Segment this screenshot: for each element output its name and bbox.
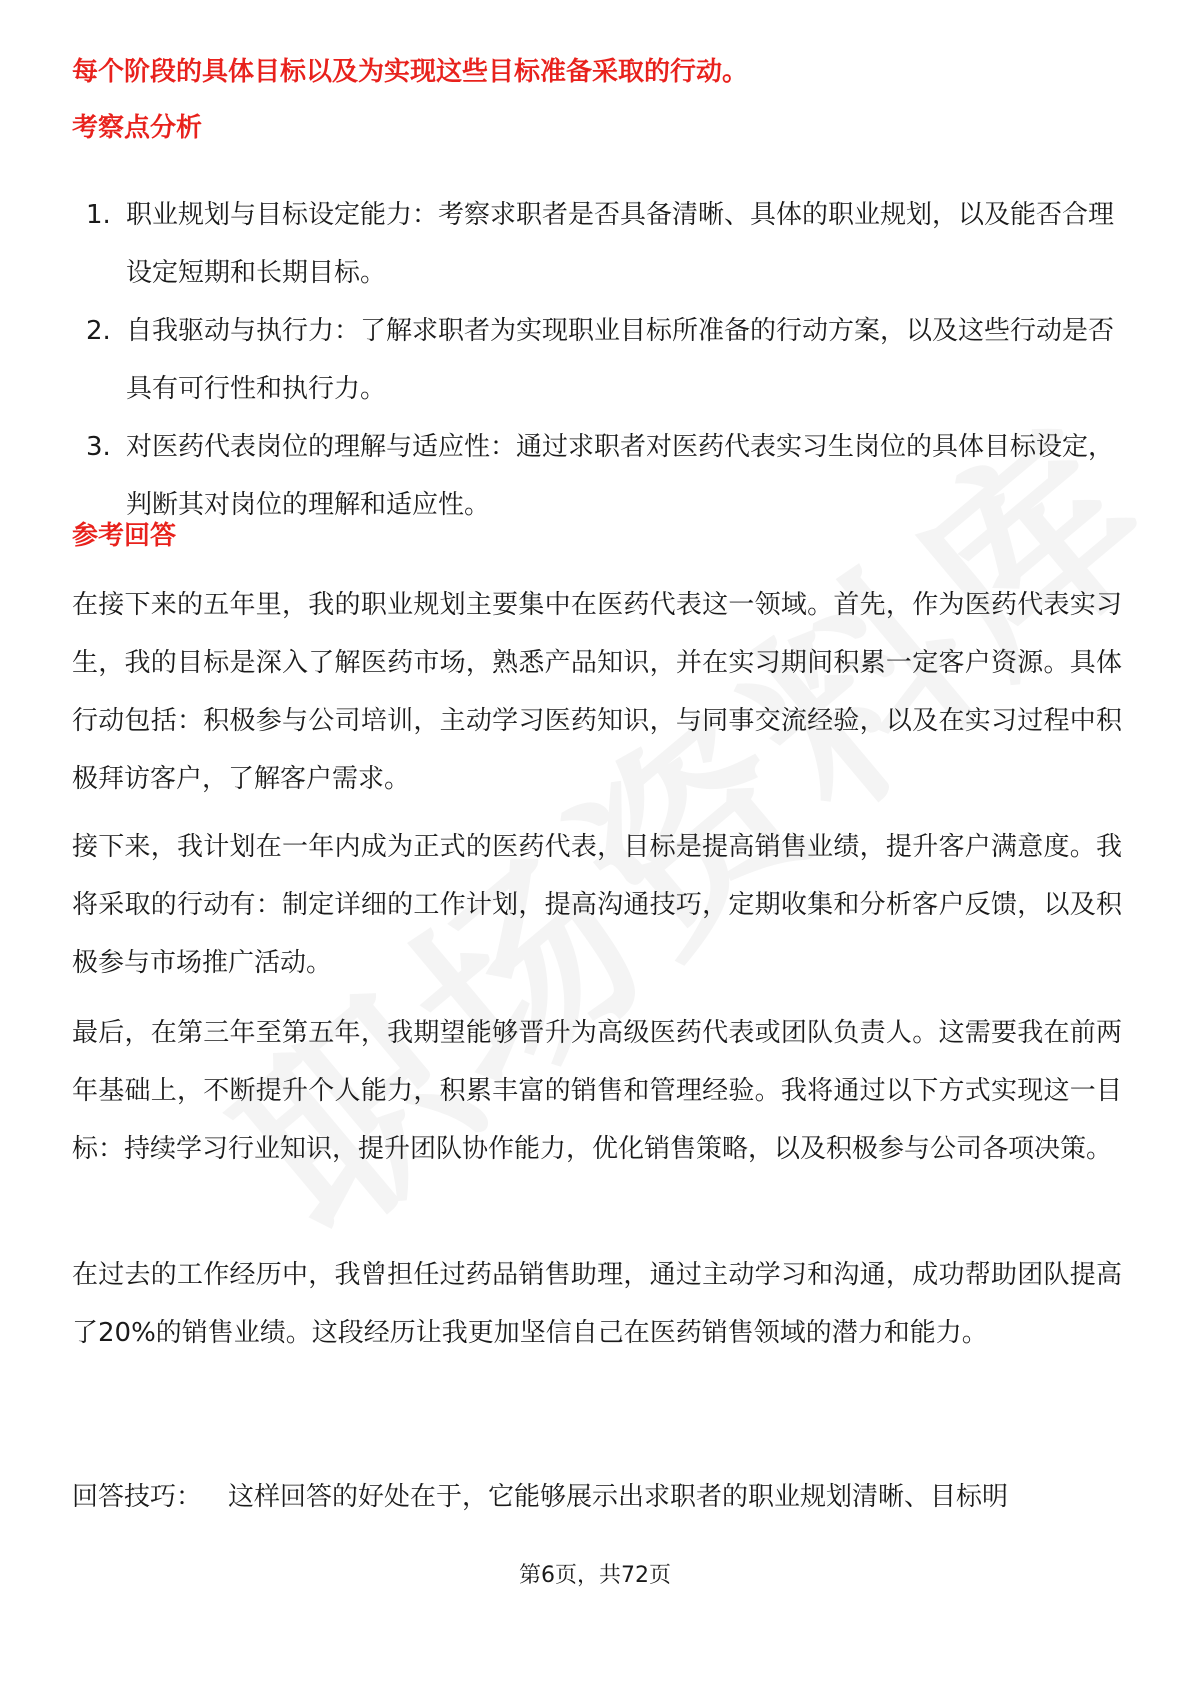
list-number: 3. (86, 432, 111, 462)
analysis-heading: 考察点分析 (72, 113, 203, 143)
answer-paragraph: 接下来，我计划在一年内成为正式的医药代表，目标是提高销售业绩，提升客户满意度。我将采取的行动有：制定详细的工作计划，提高沟通技巧，定期收集和分析客户反馈，以及积极参与市场推广活动。 (72, 832, 1122, 978)
top-line: 每个阶段的具体目标以及为实现这些目标准备采取的行动。 (72, 57, 749, 87)
answer-paragraph: 在过去的工作经历中，我曾担任过药品销售助理，通过主动学习和沟通，成功帮助团队提高了20%的销售业绩。这段经历让我更加坚信自己在医药销售领域的潜力和能力。 (72, 1260, 1122, 1348)
analysis-list (72, 186, 1122, 534)
answer-paragraph: 最后，在第三年至第五年，我期望能够晋升为高级医药代表或团队负责人。这需要我在前两年基础上，不断提升个人能力，积累丰富的销售和管理经验。我将通过以下方式实现这一目标：持续学习行业知识，提升团队协作能力，优化销售策略，以及积极参与公司各项决策。 (72, 1018, 1122, 1164)
page-number: 第6页，共72页 (519, 1563, 671, 1588)
list-item (72, 418, 1122, 534)
list-text: 职业规划与目标设定能力：考察求职者是否具备清晰、具体的职业规划，以及能否合理设定短期和长期目标。 (126, 200, 1115, 288)
list-item (72, 186, 1122, 302)
answer-heading: 参考回答 (72, 521, 177, 551)
list-text: 自我驱动与执行力：了解求职者为实现职业目标所准备的行动方案，以及这些行动是否具有可行性和执行力。 (126, 316, 1115, 404)
list-text: 对医药代表岗位的理解与适应性：通过求职者对医药代表实习生岗位的具体目标设定，判断其对岗位的理解和适应性。 (126, 432, 1115, 520)
tip-label: 回答技巧： (72, 1482, 203, 1512)
list-number: 1. (86, 200, 111, 230)
list-item (72, 302, 1122, 418)
list-number: 2. (86, 316, 111, 346)
answer-tip (72, 1468, 1122, 1526)
answer-paragraph: 在接下来的五年里，我的职业规划主要集中在医药代表这一领域。首先，作为医药代表实习生，我的目标是深入了解医药市场，熟悉产品知识，并在实习期间积累一定客户资源。具体行动包括：积极参与公司培训，主动学习医药知识，与同事交流经验，以及在实习过程中积极拜访客户，了解客户需求。 (72, 590, 1122, 794)
tip-text: 这样回答的好处在于，它能够展示出求职者的职业规划清晰、目标明 (228, 1482, 1009, 1512)
